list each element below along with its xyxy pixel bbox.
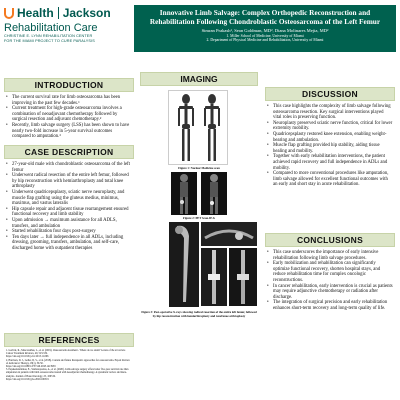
list-item: • 27-year-old male with chondroblastic osteosarcoma of the left femur bbox=[6, 162, 132, 173]
list-item: • Early mobilization and rehabilitation can significantly optimize functional recovery, shorten hospital stays, and reduce rehabilitation time for complex oncologic reconstructions. bbox=[267, 261, 393, 283]
list-item: • Upon admission → maximum assistance for all ADLS, transfers, and ambulation bbox=[6, 218, 132, 229]
logo-divider bbox=[58, 7, 59, 19]
list-item: • Started rehabilitation four days post-surgery bbox=[6, 229, 132, 235]
references-list bbox=[6, 349, 132, 381]
introduction-list bbox=[6, 95, 132, 140]
xray-knee-image bbox=[201, 248, 227, 306]
title-band bbox=[134, 5, 396, 52]
reference-item: 1. Gorlick, R., Mascarenhas, L., et al. (2019). Osteosarcoma treatment - Where do we stand? A state of the art review. Cancer Treatment Reviews, 40, 523-532. bbox=[6, 349, 126, 356]
discussion-list bbox=[267, 104, 393, 188]
affiliation-1: 1. Miller School of Medicine, University of Miami bbox=[226, 33, 304, 38]
discussion-heading: DISCUSSION bbox=[265, 87, 395, 101]
reference-link[interactable]: https://doi.org/10.1016/j.ctrv.2013.11.006 bbox=[6, 355, 49, 359]
logo-rehab-text: Rehabilitation Care bbox=[4, 22, 98, 34]
bone-scan-figure bbox=[169, 91, 229, 166]
affiliation-2: 2. Department of Physical Medicine and Rehabilitation, University of Miami bbox=[206, 38, 324, 43]
xray-knee-lateral-image bbox=[229, 248, 257, 306]
u-logo-icon bbox=[4, 8, 14, 19]
case-description-heading: CASE DESCRIPTION bbox=[4, 145, 134, 159]
imaging-heading: IMAGING bbox=[140, 72, 258, 86]
figure-3-caption: Figure 3: Post-operative X-rays showing radical resection of the entire left femur, followed by hip reconstruction with hemiarthroplasty and total knee arthroplasty bbox=[141, 310, 257, 318]
list-item: • The integration of surgical precision and early rehabilitation enhances short-term recovery and long-term quality of life. bbox=[267, 300, 393, 311]
list-item: • Quadricepsplasty restored knee extension, enabling weight-bearing and ambulation. bbox=[267, 132, 393, 143]
list-item: • Muscle flap grafting provided hip stability, aiding tissue healing and mobility. bbox=[267, 143, 393, 154]
list-item: • Compared to more conventional procedures like amputation, limb salvage allowed for excellent functional outcomes with an early and short stay in acute rehabilitation. bbox=[267, 171, 393, 188]
list-item: • Together with early rehabilitation interventions, the patient achieved rapid recovery and full independence in ADLs and mobility. bbox=[267, 154, 393, 171]
reference-item: 3. Papakonstantinou, E., Stamatopoulos, A., et al. (2020). Limb-salvage surgery offers better five-year survival rate than amputation in patients with limb osteosarcoma treated with neoadjuvant chemotherapy. A systematic review and meta-analysis. Journal of Bone Oncology, 25, 100319. bbox=[6, 368, 129, 378]
list-item: • Current treatment for high-grade osteosarcoma involves a combination of neoadjuvant chemotherapy followed by surgical resection and adjuvant chemotherapy.² bbox=[6, 106, 132, 123]
list-item: • Underwent radical resection of the entire left femur, followed by hip reconstruction with hemiarthroplasty and total knee arthroplasty bbox=[6, 173, 132, 190]
list-item: • Ten days later → full independence in all ADLs, including dressing, grooming, transfers, ambulation, and self-care, discharged home with outpatient therapies bbox=[6, 235, 132, 252]
introduction-heading: INTRODUCTION bbox=[4, 78, 134, 92]
list-item: • Neuroplasty preserved sciatic nerve function, critical for lower extremity mobility. bbox=[267, 121, 393, 132]
logo-health-text: Health bbox=[17, 6, 54, 20]
poster-title: Innovative Limb Salvage: Complex Orthopedic Reconstruction and Rehabilitation Following Chondroblastic Osteosarcoma of the Left Femur bbox=[149, 8, 381, 26]
figure-1-caption: Figure 1: Nuclear Medicine scan bbox=[178, 166, 220, 170]
poster-header bbox=[0, 0, 400, 57]
logo-sub-line-1: CHRISTINE E. LYNN REHABILITATION CENTER bbox=[4, 34, 93, 38]
references-heading: REFERENCES bbox=[4, 333, 134, 347]
list-item: • This case highlights the complexity of limb salvage following osteosarcoma resection. Key surgical interventions played vital roles in preserving function. bbox=[267, 104, 393, 121]
list-item: • This case underscores the importance of early intensive rehabilitation following limb salvage procedures. bbox=[267, 250, 393, 261]
list-item: • The current survival rate for limb osteosarcoma has been improving in the past few decades.¹ bbox=[6, 95, 132, 106]
list-item: • In cancer rehabilitation, early intervention is crucial as patients may require adjunctive chemotherapy or radiation after discharge. bbox=[267, 284, 393, 301]
logo-sub-line-2: FOR THE MIAMI PROJECT TO CURE PARALYSIS bbox=[4, 38, 95, 43]
list-item: • Underwent quadricepsplasty, sciatic nerve neuroplasty, and muscle flap grafting using the gluteus medius, minimus, maximus, and vastus lateralis bbox=[6, 190, 132, 207]
pet-scan-image-right bbox=[201, 172, 227, 215]
poster-authors: Simran Prakash¹, Sean Goldman, MD², Diana Molinares Mejia, MD² bbox=[201, 28, 329, 33]
uhealth-jackson-logo bbox=[4, 6, 129, 54]
logo-jackson-text: Jackson bbox=[62, 6, 111, 20]
case-description-list bbox=[6, 162, 132, 252]
list-item: • Recently, limb salvage surgery (LSS) has been shown to have nearly two-fold increase in 5-year survival outcomes compared to amputation.³ bbox=[6, 123, 132, 140]
reference-link[interactable]: https://doi.org/10.1080/14737140.2018.1413939 bbox=[6, 365, 56, 369]
list-item: • Hip capsule repair and adjacent tissue rearrangement ensured functional recovery and limb stability bbox=[6, 207, 132, 218]
nuclear-medicine-scan-image bbox=[168, 90, 228, 165]
conclusions-heading: CONCLUSIONS bbox=[265, 233, 395, 247]
reference-item: 2. Harrison, D. J., Geller, D. S., et al. (2018). Current and future therapeutic approaches for osteosarcoma. Expert Review of Anticancer Therapy, 18(1), 39-50. bbox=[6, 358, 130, 365]
reference-link[interactable]: https://doi.org/10.1016/j.jbo.2020.100319 bbox=[6, 377, 49, 381]
conclusions-list bbox=[267, 250, 393, 312]
xray-hip-image bbox=[169, 222, 199, 307]
figure-2-caption: Figure 2: PET Scan-IEJs bbox=[183, 216, 215, 220]
pet-scan-image-left bbox=[171, 172, 197, 215]
xray-pelvis-image bbox=[201, 222, 257, 246]
